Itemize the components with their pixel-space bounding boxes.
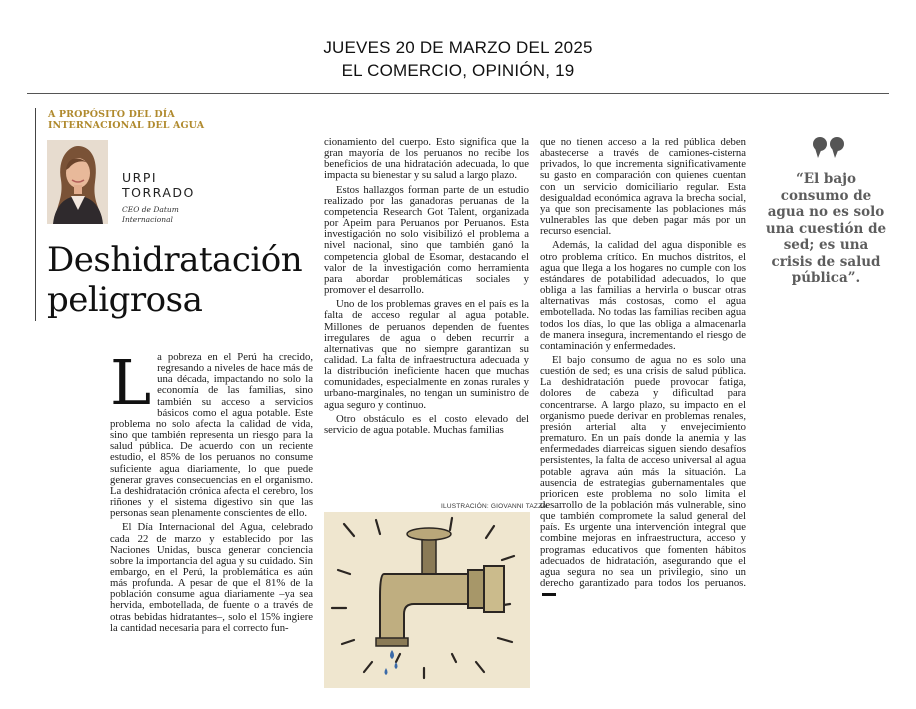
- end-of-article-mark: [542, 593, 556, 596]
- pull-quote: “El bajo consumo de agua no es solo una cuestión de sed; es una crisis de salud pública”.: [765, 171, 887, 286]
- quotation-marks-icon: [812, 136, 846, 160]
- author-first-name: URPI: [122, 170, 158, 185]
- author-portrait-image: [47, 140, 108, 224]
- article-paragraph: Otro obstáculo es el costo elevado del servicio de agua potable. Muchas familias: [324, 412, 529, 436]
- masthead-source: EL COMERCIO, OPINIÓN, 19: [341, 61, 575, 80]
- article-paragraph: Uno de los problemas graves en el país es la falta de acceso regular al agua potable. Millones de peruanos dependen de fuentes irregulares de agua o deben recurrir a alternativas que no siempre garantizan su calidad. La falta de infraestructura adecuada y la distribución ineficiente hacen que muchas comunidades, especialmente en zonas rurales y urbano-marginales, no tengan un suministro de agua seguro y continuo.: [324, 298, 529, 411]
- masthead-date: JUEVES 20 DE MARZO DEL 2025: [323, 38, 593, 57]
- article-column-2: [324, 137, 529, 436]
- article-headline: Deshidratación peligrosa: [47, 240, 303, 320]
- drop-cap: L: [110, 346, 152, 419]
- article-paragraph: El Día Internacional del Agua, celebrado cada 22 de marzo y establecido por las Naciones Unidas, busca generar conciencia sobre la importancia del agua y su cuidado. Sin embargo, en el Perú, la problemática es aún más profunda. A pesar de que el 81% de la población consume agua diariamente –ya sea hervida, embotellada, de fuente o a través de otras bebidas hidratantes–, solo el 15% ingiere la cantidad necesaria para el correcto fun-: [110, 521, 313, 634]
- author-photo: [47, 140, 108, 224]
- paragraph-text: a pobreza en el Perú ha crecido, regresando a niveles de hace más de una década, impactando no solo la economía de las familias, sino también su acceso a servicios básicos como el agua potable. Este problema no solo afecta la calidad de vida, sino que también representa un riesgo para la salud pública. De acuerdo con un reciente estudio, el 85% de los peruanos no consume suficiente agua diariamente, lo que puede generar graves consecuencias en el organismo. La deshidratación crónica afecta el cerebro, los riñones y el sistema digestivo sin que las personas sean plenamente conscientes de ello.: [110, 351, 313, 520]
- article-paragraph: [540, 355, 746, 600]
- masthead: [0, 36, 916, 82]
- faucet-illustration: [324, 512, 530, 688]
- article-paragraph: Además, la calidad del agua disponible es otro problema crítico. En muchos distritos, el agua que llega a los hogares no cumple con los estándares de potabilidad adecuados, lo que obliga a las familias a hervirla o buscar otras alternativas más costosas, como el agua embotellada. No todas las familias reciben agua todos los días, lo que las obliga a almacenarla de manera insegura, incrementando el riesgo de contaminación y enfermedades.: [540, 239, 746, 352]
- author-name: [122, 170, 195, 200]
- article-paragraph: cionamiento del cuerpo. Esto significa que la gran mayoría de los peruanos no recibe los beneficios de una hidratación adecuada, lo que impacta su bienestar y su salud a largo plazo.: [324, 136, 529, 182]
- faucet-image: [324, 512, 530, 688]
- article-paragraph: Estos hallazgos forman parte de un estudio realizado por las ganadoras peruanas de la competencia Research Got Talent, organizada por Apeim para Peruanos por Peruanos. Esta investigación no solo visibilizó el problema a nivel nacional, sino que también ganó la competencia global de Esomar, destacando el valor de la investigación como herramienta para abordar problemáticas sociales y promover el desarrollo.: [324, 183, 529, 297]
- illustration-credit: ILUSTRACIÓN: GIOVANNI TAZZA: [441, 503, 547, 510]
- author-last-name: TORRADO: [122, 185, 195, 200]
- section-kicker: A PROPÓSITO DEL DÍA INTERNACIONAL DEL AGUA: [48, 109, 205, 131]
- article-column-3: [540, 137, 746, 600]
- article-column-1: [110, 346, 313, 634]
- quote-icon-graphic: [812, 136, 846, 160]
- article-paragraph: [110, 346, 313, 520]
- author-role: CEO de Datum Internacional: [122, 205, 179, 224]
- article-paragraph: que no tienen acceso a la red pública deben abastecerse a través de camiones-cisterna privados, lo que incrementa significativamente su gasto en comparación con quienes cuentan con un servicio domiciliario regular. Esta desigualdad económica agrava la brecha social, ya que son precisamente las poblaciones más vulnerables las que deben pagar más por un recurso esencial.: [540, 136, 746, 238]
- paragraph-text: El bajo consumo de agua no es solo una cuestión de sed; es una crisis de salud pública. La deshidratación puede provocar fatiga, dolores de cabeza y dificultad para concentrarse. A largo plazo, su impacto en el organismo puede derivar en problemas renales, presión arterial alta y envejecimiento prematuro. En un país donde la anemia y las enfermedades diarreicas siguen siendo desafíos persistentes, la falta de acceso universal al agua potable agrava aún más la situación. La ausencia de estrategias gubernamentales que prioricen este problema no solo limita el desarrollo de la población más vulnerable, sino que también compromete la salud general del país. Es urgente una intervención integral que combine mejoras en infraestructura, acceso y programas educativos que fomenten hábitos adecuados de hidratación, asegurando que el agua segura no sea un privilegio, sino un derecho garantizado para todos los peruanos.: [540, 353, 746, 590]
- section-divider: [35, 108, 36, 321]
- header-rule: [27, 93, 889, 94]
